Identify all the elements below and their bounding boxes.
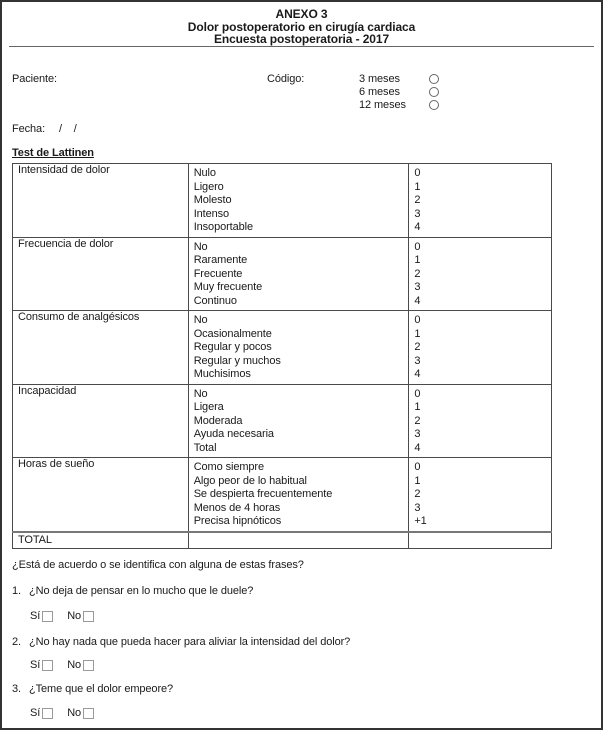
question-number: 2. [12,636,21,648]
radio-12-meses-icon[interactable] [429,100,439,110]
question-2 [12,636,350,648]
form-header [2,8,601,46]
total-empty-cell [188,532,409,549]
points-cell [409,311,552,385]
question-number: 3. [12,683,21,695]
fecha-label: Fecha: [12,123,46,135]
test-title: Test de Lattinen [12,147,94,159]
q2-yes-checkbox[interactable] [42,660,53,671]
options-cell [188,384,409,458]
point-value: 2 [414,488,421,500]
point-value: 0 [414,387,421,400]
points-cell [409,164,552,238]
options-cell [188,458,409,532]
option-label: Ocasionalmente [193,327,272,340]
codigo-option-label: 12 meses [359,98,406,111]
yes-label: Sí [30,610,41,622]
lattinen-table [12,163,552,549]
option-label: Ligera [193,401,224,413]
option-label: Regular y muchos [193,354,281,367]
point-value: 2 [414,194,421,206]
option-label: Moderada [193,414,243,427]
question-text: ¿No deja de pensar en lo mucho que le duele? [29,585,254,597]
q3-yes-checkbox[interactable] [42,708,53,719]
radio-3-meses-icon[interactable] [429,74,439,84]
q2-no-checkbox[interactable] [83,660,94,671]
form-title: Dolor postoperatorio en cirugía cardiaca [187,19,416,34]
option-label: Ayuda necesaria [193,428,274,440]
table-row [13,311,552,385]
category-cell: Frecuencia de dolor [13,237,189,311]
option-label: Como siempre [193,461,265,473]
codigo-option-6-meses [359,85,439,98]
codigo-options [359,72,439,111]
option-label: Continuo [193,294,237,307]
yes-label: Sí [30,659,41,671]
codigo-option-label: 3 meses [359,72,400,85]
codigo-option-3-meses [359,72,439,85]
point-value: 1 [414,327,421,340]
point-value: 1 [414,474,421,487]
option-label: Menos de 4 horas [193,501,281,514]
point-value: 4 [414,221,421,233]
option-label: Raramente [193,254,248,266]
table-row [13,384,552,458]
point-value: 0 [414,314,421,326]
point-value: +1 [414,515,427,527]
table-row [13,237,552,311]
option-label: Molesto [193,194,232,206]
no-label: No [67,659,82,671]
q3-no-checkbox[interactable] [83,708,94,719]
codigo-label: Código: [267,73,305,85]
category-cell: Consumo de analgésicos [13,311,189,385]
q1-yes-checkbox[interactable] [42,611,53,622]
point-value: 1 [414,401,421,413]
question-3 [12,683,173,695]
category-cell: Incapacidad [13,384,189,458]
option-label: Insoportable [193,221,254,233]
question-2-answers [30,659,94,671]
option-label: No [193,314,208,326]
point-value: 3 [414,281,421,293]
option-label: Regular y pocos [193,341,272,353]
points-cell [409,384,552,458]
point-value: 3 [414,207,421,220]
question-1 [12,585,253,597]
options-cell [188,311,409,385]
option-label: Muchisimos [193,368,251,380]
point-value: 3 [414,428,421,440]
category-cell: Horas de sueño [13,458,189,532]
question-1-answers [30,610,94,622]
point-value: 3 [414,354,421,367]
fecha-field [12,123,77,135]
option-label: Precisa hipnóticos [193,515,282,527]
annex-title: ANEXO 3 [275,7,328,21]
option-label: Intenso [193,207,230,220]
point-value: 0 [414,461,421,473]
points-cell [409,237,552,311]
point-value: 0 [414,240,421,253]
point-value: 4 [414,441,421,454]
total-score-cell [409,532,552,549]
total-label: TOTAL [13,532,189,549]
option-label: Frecuente [193,267,243,280]
table-row [13,458,552,532]
point-value: 1 [414,254,421,266]
options-cell [188,237,409,311]
no-label: No [67,610,82,622]
option-label: Total [193,441,217,454]
codigo-option-label: 6 meses [359,85,400,98]
points-cell [409,458,552,532]
option-label: Ligero [193,180,224,193]
radio-6-meses-icon[interactable] [429,87,439,97]
category-cell: Intensidad de dolor [13,164,189,238]
questions-intro: ¿Está de acuerdo o se identifica con alguna de estas frases? [12,559,304,571]
option-label: Nulo [193,167,216,179]
yes-label: Sí [30,707,41,719]
question-text: ¿Teme que el dolor empeore? [29,683,174,695]
codigo-option-12-meses [359,98,439,111]
option-label: Algo peor de lo habitual [193,474,307,487]
point-value: 3 [414,501,421,514]
question-3-answers [30,707,94,719]
point-value: 1 [414,180,421,193]
total-row [13,532,552,549]
point-value: 2 [414,267,421,280]
q1-no-checkbox[interactable] [83,611,94,622]
point-value: 2 [414,341,421,353]
option-label: No [193,387,208,400]
question-number: 1. [12,585,21,597]
point-value: 2 [414,414,421,427]
option-label: No [193,240,208,253]
option-label: Muy frecuente [193,281,263,293]
point-value: 4 [414,294,421,307]
no-label: No [67,707,82,719]
point-value: 0 [414,167,421,179]
point-value: 4 [414,368,421,380]
fecha-value: / / [59,123,77,135]
header-divider [9,46,594,47]
option-label: Se despierta frecuentemente [193,488,333,500]
paciente-label: Paciente: [12,73,57,85]
question-text: ¿No hay nada que pueda hacer para aliviar la intensidad del dolor? [29,636,351,648]
options-cell [188,164,409,238]
table-row [13,164,552,238]
form-subtitle: Encuesta postoperatoria - 2017 [213,32,390,46]
